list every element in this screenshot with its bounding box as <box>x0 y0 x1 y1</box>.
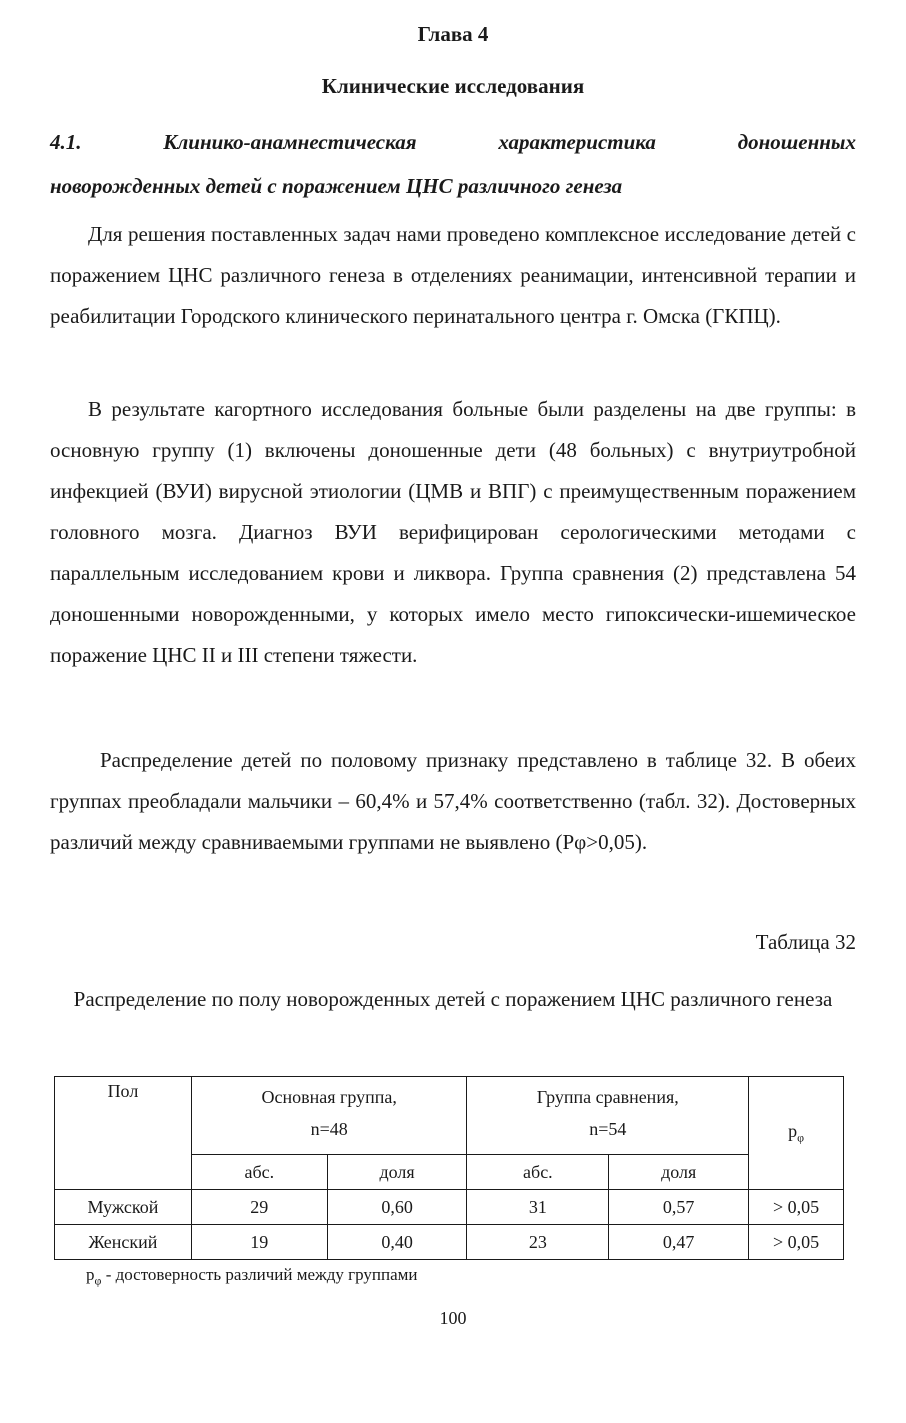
subsection-number: 4.1. <box>50 130 82 154</box>
cell-p: > 0,05 <box>749 1225 844 1260</box>
header-p-value <box>749 1077 844 1190</box>
footnote-p-base: p <box>86 1265 95 1284</box>
subsection-line-1 <box>50 120 856 164</box>
header-main-group-n: n=48 <box>310 1119 348 1139</box>
cell-g1-abs: 29 <box>191 1190 327 1225</box>
header-comparison-group-name: Группа сравнения, <box>536 1087 679 1107</box>
cell-g1-share: 0,40 <box>327 1225 467 1260</box>
table-caption: Распределение по полу новорожденных детей с поражением ЦНС различного генеза <box>73 987 833 1011</box>
header-main-group-name: Основная группа, <box>261 1087 397 1107</box>
table-row <box>55 1225 844 1260</box>
subsection-line-2: новорожденных детей с поражением ЦНС различного генеза <box>50 174 623 198</box>
section-title: Клинические исследования <box>321 74 585 98</box>
paragraph-intro: Для решения поставленных задач нами проведено комплексное исследование детей с поражением ЦНС различного генеза в отделениях реанимации, интенсивной терапии и реабилитации Городского клинического перинатального центра г. Омска (ГКПЦ). <box>50 222 856 328</box>
footnote-p-sub: φ <box>94 1273 102 1288</box>
header-comparison-group-n: n=54 <box>589 1119 627 1139</box>
header-sex: Пол <box>55 1077 192 1190</box>
cell-sex: Женский <box>55 1225 192 1260</box>
table-row <box>55 1190 844 1225</box>
cell-g1-share: 0,60 <box>327 1190 467 1225</box>
subheader-share: доля <box>327 1155 467 1190</box>
table-header-row <box>55 1077 844 1155</box>
subsection-word: доношенных <box>737 130 856 154</box>
sex-distribution-table <box>54 1076 844 1260</box>
subheader-share: доля <box>609 1155 749 1190</box>
cell-sex: Мужской <box>55 1190 192 1225</box>
paragraph-groups: В результате кагортного исследования больные были разделены на две группы: в основную группу (1) включены доношенные дети (48 больных) с внутриутробной инфекцией (ВУИ) вирусной этиологии (ЦМВ и ВПГ) с преимущественным поражением головного мозга. Диагноз ВУИ верифицирован серологическими методами с параллельным исследованием крови и ликвора. Группа сравнения (2) представлена 54 доношенными новорожденными, у которых имело место гипоксически-ишемическое поражение ЦНС II и III степени тяжести. <box>50 397 856 667</box>
cell-p: > 0,05 <box>749 1190 844 1225</box>
table-label: Таблица 32 <box>755 930 856 954</box>
header-p-sub: φ <box>797 1130 804 1145</box>
header-comparison-group <box>467 1077 749 1155</box>
chapter-heading: Глава 4 <box>417 22 489 46</box>
header-p-base: p <box>788 1120 798 1141</box>
cell-g2-abs: 23 <box>467 1225 609 1260</box>
cell-g2-abs: 31 <box>467 1190 609 1225</box>
subheader-abs: абс. <box>191 1155 327 1190</box>
footnote-text: - достоверность различий между группами <box>101 1265 418 1284</box>
paragraph-distribution: Распределение детей по половому признаку представлено в таблице 32. В обеих группах преобладали мальчики – 60,4% и 57,4% соответственно (табл. 32). Достоверных различий между сравниваемыми группами не выявлено (Рφ>0,05). <box>50 748 856 854</box>
subsection-word: Клинико-анамнестическая <box>163 130 417 154</box>
subsection-word: характеристика <box>498 130 656 154</box>
page-number: 100 <box>439 1308 467 1328</box>
subsection-heading <box>50 120 856 208</box>
header-main-group <box>191 1077 467 1155</box>
cell-g2-share: 0,47 <box>609 1225 749 1260</box>
subheader-abs: абс. <box>467 1155 609 1190</box>
table-footnote <box>86 1263 418 1292</box>
cell-g2-share: 0,57 <box>609 1190 749 1225</box>
cell-g1-abs: 19 <box>191 1225 327 1260</box>
